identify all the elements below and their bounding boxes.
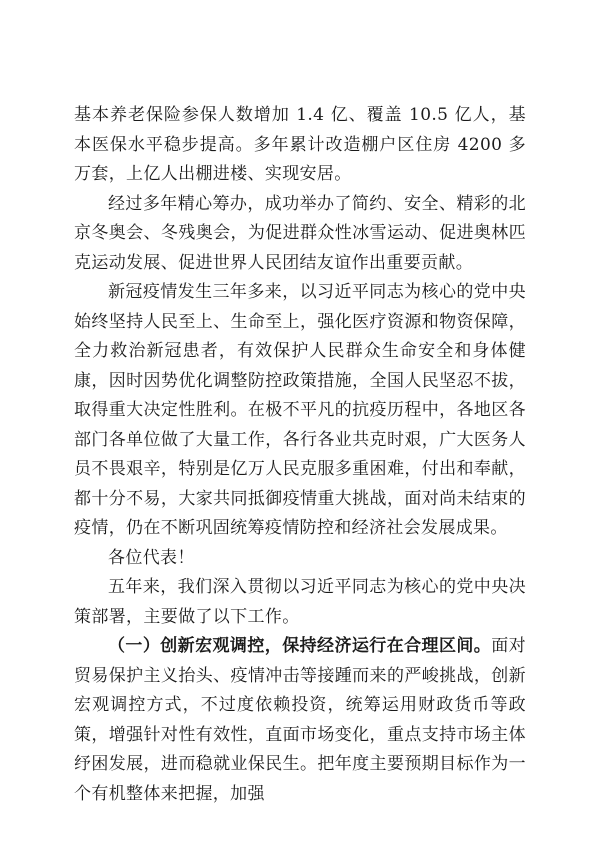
paragraph-winter-olympics: 经过多年精心筹办，成功举办了简约、安全、精彩的北京冬奥会、冬残奥会，为促进群众性冰雪运动、促进奥林匹克运动发展、促进世界人民团结友谊作出重要贡献。 (74, 193, 526, 273)
section-heading-macro-control: （一）创新宏观调控，保持经济运行在合理区间。 (108, 636, 492, 656)
paragraph-five-years-work: 五年来，我们深入贯彻以习近平同志为核心的党中央决策部署，主要做了以下工作。 (74, 577, 526, 627)
paragraph-address-deputies: 各位代表！ (108, 547, 195, 568)
section-body-macro-control: 面对贸易保护主义抬头、疫情冲击等接踵而来的严峻挑战，创新宏观调控方式，不过度依赖投资，统筹运用财政货币等政策，增强针对性有效性，直面市场变化，重点支持市场主体纾困发展，进而稳就业保民生。把年度主要预期目标作为一个有机整体来把握，加强 (74, 636, 527, 804)
paragraph-covid-response: 新冠疫情发生三年多来，以习近平同志为核心的党中央始终坚持人民至上、生命至上，强化医疗资源和物资保障，全力救治新冠患者，有效保护人民群众生命安全和身体健康，因时因势优化调整防控政策措施，全国人民坚忍不拔，取得重大决定性胜利。在极不平凡的抗疫历程中，各地区各部门各单位做了大量工作，各行各业共克时艰，广大医务人员不畏艰辛，特别是亿万人民克服多重困难，付出和奉献，都十分不易，大家共同抵御疫情重大挑战，面对尚未结束的疫情，仍在不断巩固统筹疫情防控和经济社会发展成果。 (74, 282, 526, 538)
document-page (74, 101, 526, 809)
paragraph-macro-control (74, 632, 526, 809)
paragraph-pension-housing: 基本养老保险参保人数增加 1.4 亿、覆盖 10.5 亿人，基本医保水平稳步提高。多年累计改造棚户区住房 4200 多万套，上亿人出棚进楼、实现安居。 (74, 105, 526, 184)
